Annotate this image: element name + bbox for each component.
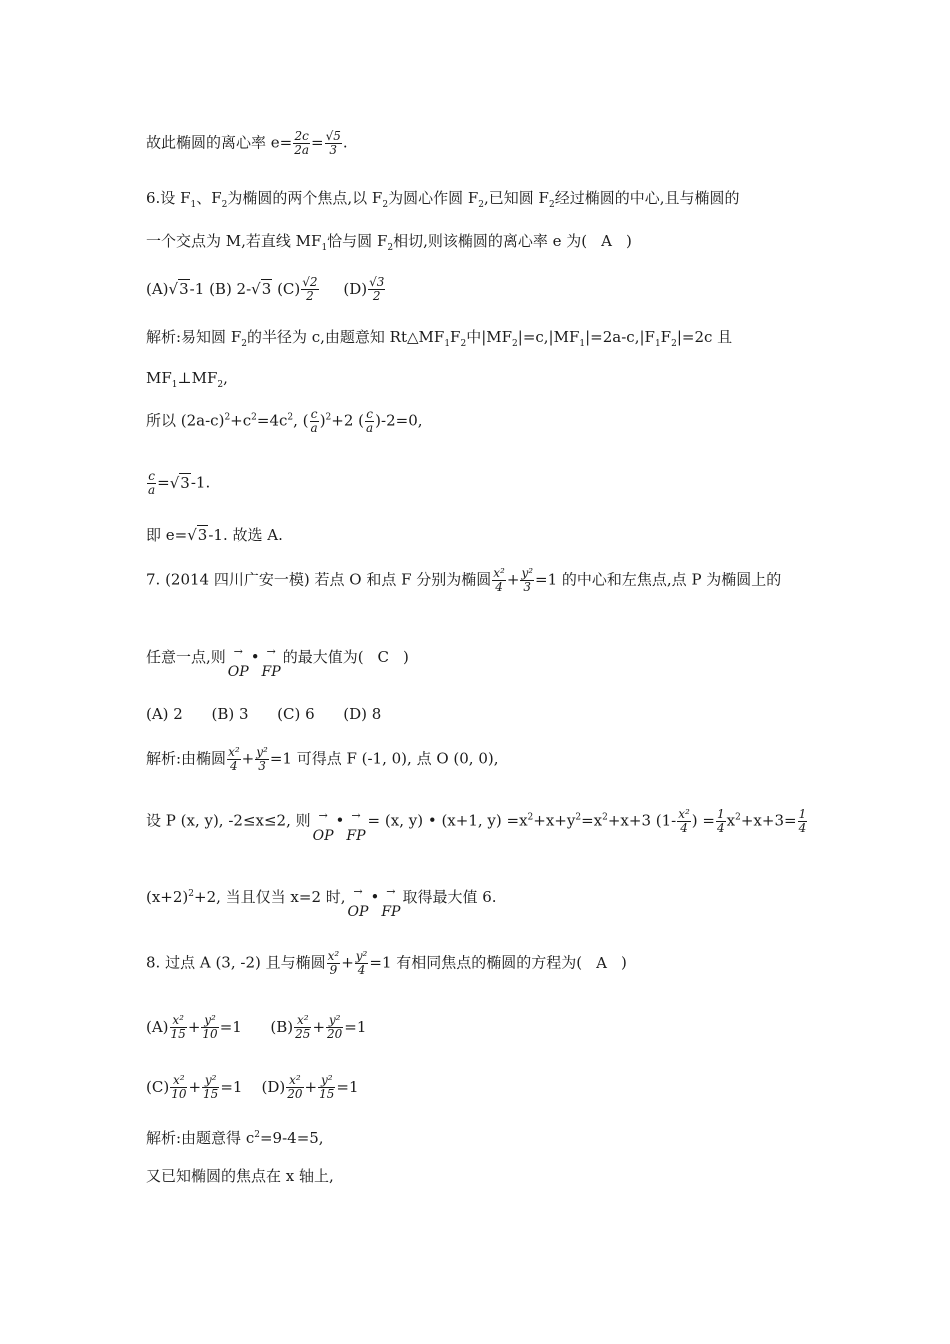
q8-option-c: (C) $\frac{\text{x²}}{10}$ + $\frac{\text{y²}}{15}$ =1 [146, 1073, 243, 1101]
q6-solution-line1: 解析:易知圆 $F_2$的半径为 c,由题意知 $Rt\triangle MF_1F_2$中$|MF_2|=c,|MF_1|=2a-c,|F_1F_2|=2c$ 且 [146, 328, 733, 349]
q8-options-cd [146, 1074, 359, 1101]
q6-solution-line2: $MF_1\perp MF_2$, [146, 369, 228, 390]
q6-option-c: (C) $\frac{√2}{2}$ [277, 275, 318, 303]
q8-solution-line1: 解析:由题意得 $c^2=9-4=5$, [146, 1129, 324, 1147]
q7-option-d: (D) 8 [343, 705, 382, 723]
eccentricity-result-line: 故此椭圆的离心率 e= $\frac{2c}{2a}$ = $\frac{√5}{3}$ . [146, 129, 348, 157]
q7-stem-line2: 任意一点,则 → OP • → FP 的最大值为( C ) [146, 645, 409, 680]
fraction-sqrt5-over-3: $\frac{√5}{3}$ [325, 129, 341, 157]
q7-answer: C [377, 648, 390, 666]
q7-option-b: (B) 3 [211, 705, 249, 723]
q8-answer: A [596, 953, 607, 972]
q8-option-b: (B) $\frac{\text{x²}}{25}$ + $\frac{\text{y²}}{20}$ =1 [270, 1013, 367, 1041]
q8-option-d: (D) $\frac{\text{x²}}{20}$ + $\frac{\text{y²}}{15}$ =1 [261, 1073, 359, 1101]
q6-options [146, 276, 386, 303]
q6-option-b: (B) 2-√3 [209, 279, 272, 298]
q8-options-ab [146, 1014, 366, 1041]
q6-solution-conclusion: 即 e=√3-1. 故选 A. [146, 526, 283, 544]
q6-answer: A [601, 232, 612, 250]
q7-option-a: (A) 2 [146, 705, 183, 723]
q7-option-c: (C) 6 [277, 705, 315, 723]
fraction-2c-over-2a: $\frac{2c}{2a}$ [294, 129, 310, 157]
q8-stem: 8. 过点 A (3, -2) 且与椭圆 $\frac{\text{x²}}{9}$ + $\frac{\text{y²}}{4}$ =1 有相同焦点的椭圆的方程为( A ) [146, 949, 627, 977]
q6-solution-line3: 所以 $(2a-c)^2+c^2=4c^2$, ( $\frac{c}{a}$ )$^2$+2 ( $\frac{c}{a}$ )-2=0, [146, 407, 423, 435]
q6-solution-line4: $\frac{c}{a}$ =√3-1. [148, 469, 211, 497]
q6-stem-line2: 一个交点为 M,若直线 $MF_1$恰与圆 $F_2$相切,则该椭圆的离心率 e 为( A ) [146, 232, 632, 253]
q6-stem-line1: 6.设 $F_1$、$F_2$为椭圆的两个焦点,以 $F_2$为圆心作圆 $F_2$,已知圆 $F_2$经过椭圆的中心,且与椭圆的 [146, 189, 740, 210]
q7-options [146, 704, 381, 724]
q6-option-d: (D) $\frac{√3}{2}$ [343, 275, 385, 303]
q7-solution-line2: 设 P (x, y), -2≤x≤2, 则 → OP • → FP = (x, y) • (x+1, $y) =x^2+x+y^2=x^2+x+3$ (1- $\frac{\text{x²}}{4}$ ) = $\frac{1}{4}$ $x^2+x+3=$ $\frac{1}{4}$ [146, 807, 807, 844]
q7-solution-line1: 解析:由椭圆 $\frac{\text{x²}}{4}$ + $\frac{\text{y²}}{3}$ =1 可得点 F (-1, 0), 点 O (0, 0), [146, 745, 499, 773]
q6-option-a: (A)√3-1 [146, 279, 205, 298]
q7-solution-line3: $(x+2)^2+2$, 当且仅当 x=2 时, → OP • → FP 取得最大值 6. [146, 885, 497, 920]
vector-fp: → FP [261, 645, 281, 680]
q8-solution-line2: 又已知椭圆的焦点在 x 轴上, [146, 1167, 334, 1185]
q8-option-a: (A) $\frac{\text{x²}}{15}$ + $\frac{\text{y²}}{10}$ =1 [146, 1013, 242, 1041]
q7-stem-line1: 7. (2014 四川广安一模) 若点 O 和点 F 分别为椭圆 $\frac{\text{x²}}{4}$ + $\frac{\text{y²}}{3}$ =1 的中心和左焦点,点 P 为椭圆上的 [146, 566, 782, 594]
vector-op: → OP [227, 645, 249, 680]
